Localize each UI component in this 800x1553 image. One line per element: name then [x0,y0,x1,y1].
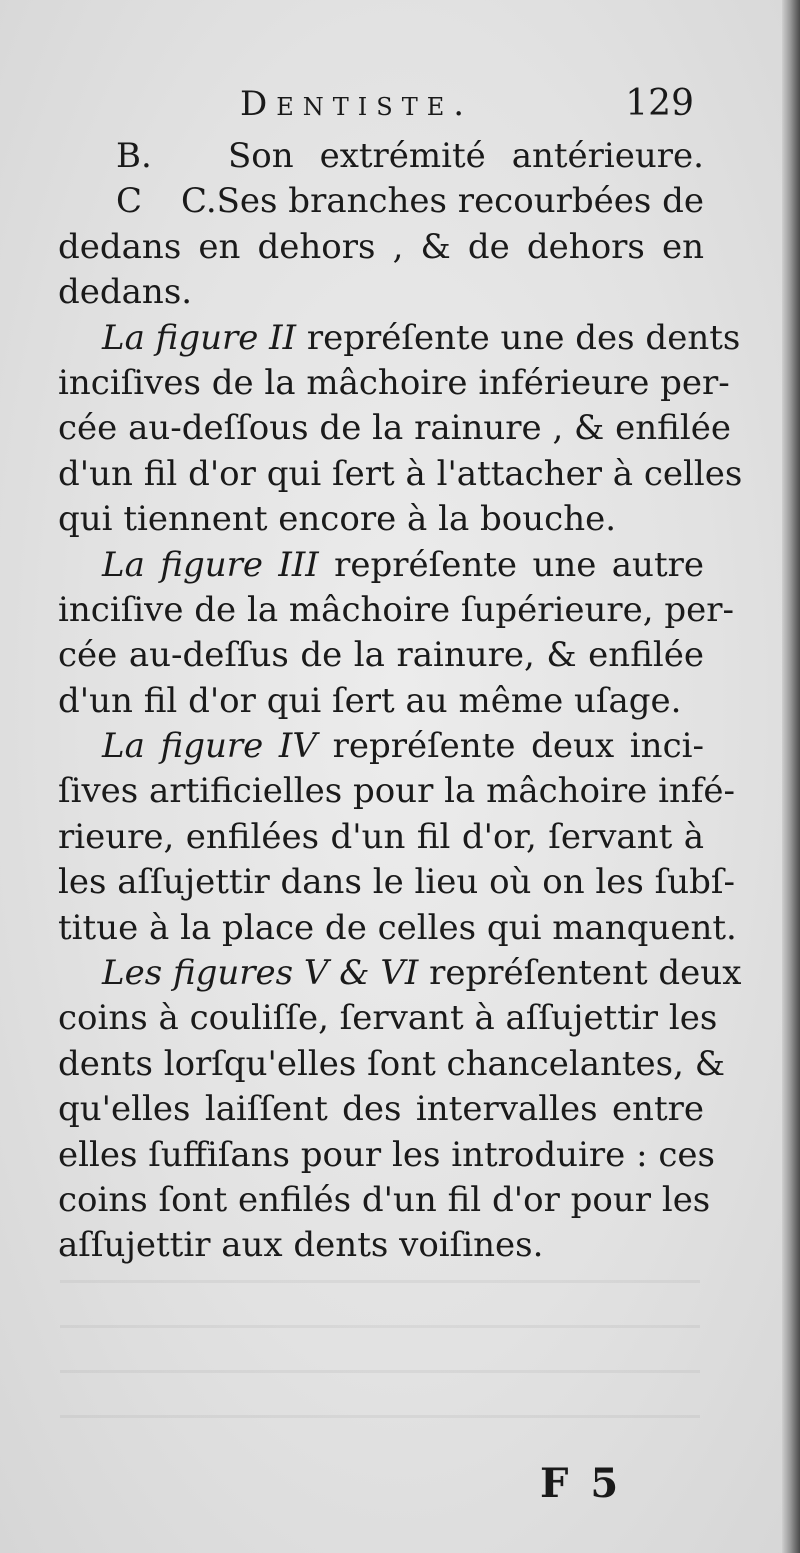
text-line: aſſujettir aux dents voiſines. [58,1225,544,1266]
text-line: coins ſont enfilés d'un fil d'or pour les [58,1179,711,1220]
show-through-text [60,1250,700,1430]
legend-text-b: Son extrémité antérieure. [228,136,704,176]
paragraph-figure-3-start [58,543,704,588]
signature-mark: F 5 [540,1460,623,1507]
text-line: rieure, enfilées d'un fil d'or, ſervant à [58,816,704,857]
text-run: repréſentent deux [418,953,742,994]
paragraph-figures-5-6-start [58,951,742,996]
page-header [230,78,710,130]
body-text [58,134,743,1269]
text-line: dedans. [58,272,193,313]
text-line: cée au-deſſus de la rainure, & enfilée [58,635,704,676]
text-line: d'un fil d'or qui ſert au même uſage. [58,680,682,721]
text-run: repréſente une autre [318,544,704,585]
legend-text-cc: Ses branches recourbées de [216,181,704,222]
legend-line-cc [58,179,704,224]
text-line: ſives artificielles pour la mâchoire infé- [58,771,736,812]
text-line: inciſives de la mâchoire inférieure per- [58,362,730,403]
figure-reference: La figure IV [102,726,317,767]
legend-line-b [58,134,704,179]
legend-key-b: B. [116,136,152,176]
text-line: inciſive de la mâchoire ſupérieure, per- [58,589,735,630]
paragraph-figure-2-start [58,316,741,361]
text-line: cée au-deſſous de la rainure , & enfilée [58,408,731,449]
text-line: elles ſuffiſans pour les introduire : ces [58,1134,715,1175]
text-line: coins à couliſſe, ſervant à aſſujettir les [58,998,718,1039]
running-title: Dentiste. [240,84,474,124]
text-line: d'un fil d'or qui ſert à l'attacher à celles [58,453,743,494]
text-run: repréſente deux inci- [316,726,704,767]
page-edge-shadow [782,0,800,1553]
text-line: les aſſujettir dans le lieu où on les ſubſ- [58,862,735,903]
text-line: qu'elles laiſſent des intervalles entre [58,1089,704,1130]
figure-reference: Les figures V & VI [102,953,419,994]
text-line: titue à la place de celles qui manquent. [58,907,737,948]
text-line: qui tiennent encore à la bouche. [58,499,617,540]
figure-reference: La figure II [102,317,297,358]
text-run: repréſente une des dents [296,317,741,358]
figure-reference: La figure III [102,544,319,585]
paragraph-figure-4-start [58,724,704,769]
text-line: dedans en dehors , & de dehors en [58,226,704,267]
legend-key-cc: C C. [116,181,217,222]
text-line: dents lorſqu'elles ſont chancelantes, & [58,1043,725,1084]
page-number: 129 [625,83,694,124]
